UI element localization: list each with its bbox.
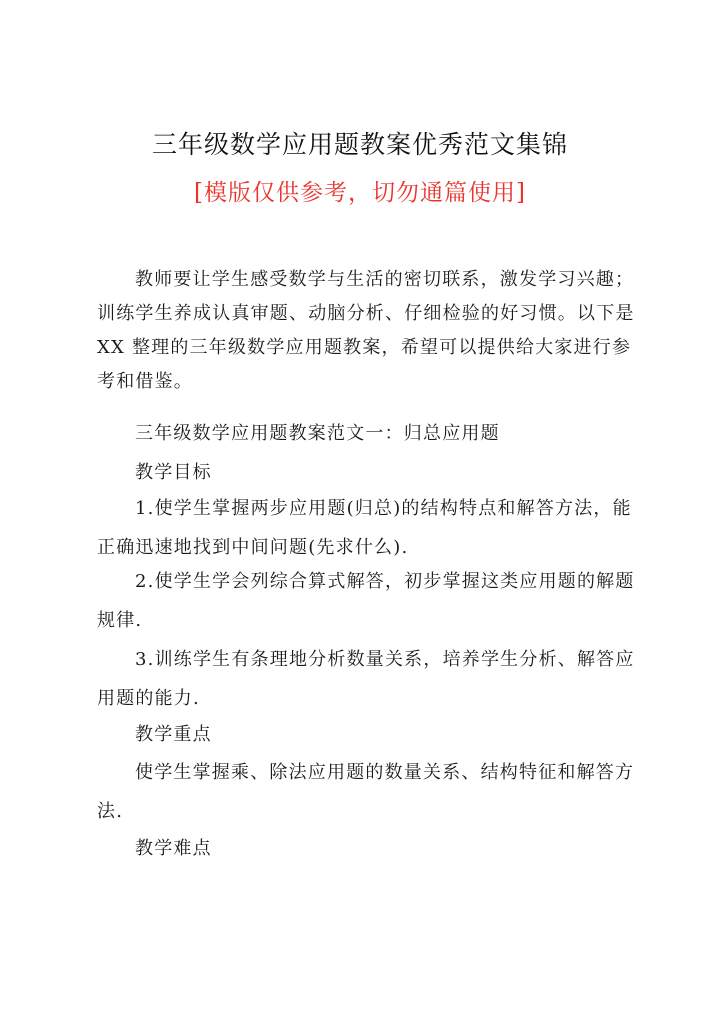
text-line: 使学生掌握乘、除法应用题的数量关系、结构特征和解答方 <box>135 762 635 783</box>
text-line: 1.使学生掌握两步应用题(归总)的结构特点和解答方法，能 <box>135 498 632 519</box>
section-heading <box>97 419 633 449</box>
text-line: 教学难点 <box>135 838 212 859</box>
key-points-paragraph <box>97 758 633 827</box>
text-line: 考和借鉴。 <box>97 371 193 392</box>
objective-item-2 <box>97 567 633 636</box>
objectives-heading <box>97 458 633 488</box>
key-points-heading <box>97 720 633 750</box>
difficulty-heading <box>97 834 633 864</box>
objective-item-3 <box>97 645 633 714</box>
text-line: 教学重点 <box>135 724 212 745</box>
text-line: 用题的能力. <box>97 688 200 709</box>
document-title: 三年级数学应用题教案优秀范文集锦 <box>151 130 568 159</box>
text-line: 教学目标 <box>135 462 212 483</box>
text-line: 正确迅速地找到中间问题(先求什么). <box>97 537 409 558</box>
text-line: XX 整理的三年级数学应用题教案，希望可以提供给大家进行参 <box>97 337 632 358</box>
text-line: 教师要让学生感受数学与生活的密切联系，激发学习兴趣； <box>135 269 635 290</box>
text-line: 法. <box>97 801 124 822</box>
text-line: 规律. <box>97 610 143 631</box>
intro-paragraph <box>97 265 633 397</box>
text-line: 2.使学生学会列综合算式解答，初步掌握这类应用题的解题 <box>135 571 635 592</box>
text-line: 三年级数学应用题教案范文一：归总应用题 <box>135 423 500 444</box>
template-notice: [模版仅供参考，切勿通篇使用] <box>194 180 526 206</box>
text-line: 训练学生养成认真审题、动脑分析、仔细检验的好习惯。以下是 <box>97 303 635 324</box>
text-line: 3.训练学生有条理地分析数量关系，培养学生分析、解答应 <box>135 649 635 670</box>
objective-item-1 <box>97 494 633 563</box>
